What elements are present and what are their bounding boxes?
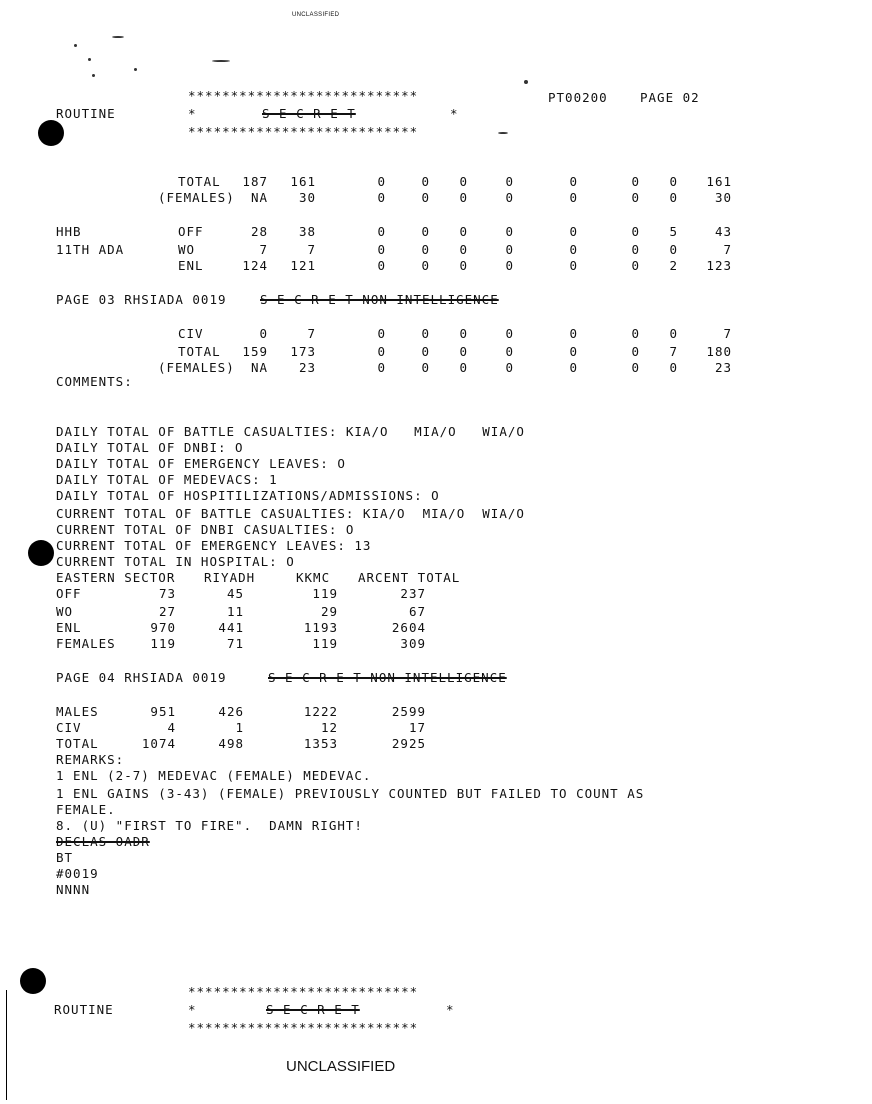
sector-cell: 1 xyxy=(235,720,244,735)
sector-cell: 11 xyxy=(226,604,244,619)
table-cell: 0 xyxy=(377,174,386,189)
table-cell: 0 xyxy=(569,174,578,189)
table-cell: 0 xyxy=(505,190,514,205)
table-cell: 7 xyxy=(259,242,268,257)
table-cell: 0 xyxy=(505,258,514,273)
footer-routine: ROUTINE xyxy=(54,1002,114,1017)
header-stars-bottom: *************************** xyxy=(188,124,419,139)
daily-line: DAILY TOTAL OF BATTLE CASUALTIES: KIA/O MIA/O WIA/O xyxy=(56,424,525,439)
header-star-right: * xyxy=(450,106,459,121)
closing-line: #0019 xyxy=(56,866,99,881)
table-cell: 0 xyxy=(459,224,468,239)
sector-header: EASTERN SECTOR xyxy=(56,570,176,585)
sector-cell: 237 xyxy=(400,586,426,601)
sector-cell: 2599 xyxy=(391,704,426,719)
sector-cell: 970 xyxy=(150,620,176,635)
table-cell: 0 xyxy=(631,344,640,359)
table-cell: 0 xyxy=(421,360,430,375)
header-star-left: * xyxy=(188,106,197,121)
sector-cell: 4 xyxy=(167,720,176,735)
category-label: TOTAL xyxy=(178,344,221,359)
scan-speck xyxy=(112,36,124,38)
table-cell: 0 xyxy=(569,360,578,375)
table-cell: 0 xyxy=(569,258,578,273)
table-cell: 0 xyxy=(505,360,514,375)
sector-cell: 27 xyxy=(158,604,176,619)
table-cell: 0 xyxy=(377,224,386,239)
page03-classification: S E C R E T NON-INTELLIGENCE xyxy=(260,292,499,307)
table-cell: 187 xyxy=(242,174,268,189)
table-cell: 159 xyxy=(242,344,268,359)
table-cell: 161 xyxy=(706,174,732,189)
table-cell: 0 xyxy=(459,174,468,189)
sector-cell: 498 xyxy=(218,736,244,751)
sector-cell: 441 xyxy=(218,620,244,635)
sector-cell: 2604 xyxy=(391,620,426,635)
footer-stars-bottom: *************************** xyxy=(188,1020,419,1035)
sector-cell: 29 xyxy=(320,604,338,619)
table-cell: 7 xyxy=(723,326,732,341)
table-cell: 0 xyxy=(377,344,386,359)
table-cell: 0 xyxy=(631,258,640,273)
sector-row-label: WO xyxy=(56,604,74,619)
table-cell: 124 xyxy=(242,258,268,273)
scan-speck xyxy=(134,68,137,71)
closing-line: BT xyxy=(56,850,74,865)
daily-line: DAILY TOTAL OF MEDEVACS: 1 xyxy=(56,472,278,487)
sector-header: KKMC xyxy=(296,570,331,585)
sector-row-label: ENL xyxy=(56,620,82,635)
unit-label: 11TH ADA xyxy=(56,242,125,257)
table-cell: 0 xyxy=(459,344,468,359)
sector-cell: 426 xyxy=(218,704,244,719)
top-classification: UNCLASSIFIED xyxy=(292,12,340,18)
sector-header: ARCENT TOTAL xyxy=(358,570,461,585)
table-cell: 180 xyxy=(706,344,732,359)
page04-classification: S E C R E T NON-INTELLIGENCE xyxy=(268,670,507,685)
table-cell: 7 xyxy=(669,344,678,359)
table-cell: 0 xyxy=(459,242,468,257)
table-cell: 0 xyxy=(505,326,514,341)
table-cell: 0 xyxy=(669,190,678,205)
closing-line: NNNN xyxy=(56,882,91,897)
punch-hole xyxy=(20,968,46,994)
table-cell: 0 xyxy=(631,190,640,205)
sector-cell: 73 xyxy=(158,586,176,601)
header-routine: ROUTINE xyxy=(56,106,116,121)
sector-row-label: CIV xyxy=(56,720,82,735)
sector-row-label: MALES xyxy=(56,704,99,719)
table-cell: 0 xyxy=(631,326,640,341)
daily-line: DAILY TOTAL OF EMERGENCY LEAVES: O xyxy=(56,456,346,471)
table-cell: 7 xyxy=(307,326,316,341)
scan-speck xyxy=(92,74,95,77)
table-cell: 0 xyxy=(421,190,430,205)
table-cell: 43 xyxy=(714,224,732,239)
table-cell: 0 xyxy=(631,224,640,239)
table-cell: 0 xyxy=(421,258,430,273)
category-label: WO xyxy=(178,242,196,257)
table-cell: 0 xyxy=(669,326,678,341)
footer-star-left: * xyxy=(188,1002,197,1017)
category-label: (FEMALES) xyxy=(158,190,235,205)
page03-prefix: PAGE 03 RHSIADA 0019 xyxy=(56,292,227,307)
table-cell: 28 xyxy=(250,224,268,239)
table-cell: 0 xyxy=(421,344,430,359)
current-line: CURRENT TOTAL IN HOSPITAL: O xyxy=(56,554,295,569)
footer-star-right: * xyxy=(446,1002,455,1017)
daily-line: DAILY TOTAL OF DNBI: O xyxy=(56,440,244,455)
category-label: ENL xyxy=(178,258,204,273)
sector-cell: 119 xyxy=(150,636,176,651)
table-cell: 0 xyxy=(459,326,468,341)
table-cell: 0 xyxy=(421,326,430,341)
scan-speck xyxy=(212,60,230,62)
page04-prefix: PAGE 04 RHSIADA 0019 xyxy=(56,670,227,685)
table-cell: 0 xyxy=(505,344,514,359)
table-cell: NA xyxy=(250,360,268,375)
table-cell: 0 xyxy=(377,242,386,257)
sector-row-label: OFF xyxy=(56,586,82,601)
table-cell: 0 xyxy=(377,326,386,341)
page-edge-line xyxy=(6,990,7,1100)
table-cell: NA xyxy=(250,190,268,205)
table-cell: 0 xyxy=(459,258,468,273)
table-cell: 0 xyxy=(505,242,514,257)
table-cell: 0 xyxy=(669,174,678,189)
table-cell: 0 xyxy=(631,242,640,257)
table-cell: 0 xyxy=(631,174,640,189)
category-label: OFF xyxy=(178,224,204,239)
table-cell: 30 xyxy=(298,190,316,205)
sector-cell: 67 xyxy=(408,604,426,619)
scan-speck xyxy=(524,80,528,84)
remarks-line: REMARKS: xyxy=(56,752,125,767)
sector-cell: 71 xyxy=(226,636,244,651)
current-line: CURRENT TOTAL OF BATTLE CASUALTIES: KIA/O MIA/O WIA/O xyxy=(56,506,525,521)
table-cell: 2 xyxy=(669,258,678,273)
table-cell: 0 xyxy=(569,242,578,257)
table-cell: 0 xyxy=(421,174,430,189)
punch-hole xyxy=(38,120,64,146)
daily-line: DAILY TOTAL OF HOSPITILIZATIONS/ADMISSIONS: O xyxy=(56,488,440,503)
category-label: CIV xyxy=(178,326,204,341)
unit-label: HHB xyxy=(56,224,82,239)
sector-cell: 1353 xyxy=(303,736,338,751)
table-cell: 0 xyxy=(377,190,386,205)
table-cell: 0 xyxy=(569,190,578,205)
table-cell: 0 xyxy=(421,242,430,257)
sector-cell: 2925 xyxy=(391,736,426,751)
table-cell: 0 xyxy=(377,258,386,273)
sector-cell: 951 xyxy=(150,704,176,719)
comments-label: COMMENTS: xyxy=(56,374,133,389)
sector-cell: 1074 xyxy=(141,736,176,751)
table-cell: 7 xyxy=(307,242,316,257)
table-cell: 0 xyxy=(459,190,468,205)
punch-hole xyxy=(28,540,54,566)
sector-cell: 309 xyxy=(400,636,426,651)
table-cell: 7 xyxy=(723,242,732,257)
table-cell: 0 xyxy=(505,174,514,189)
footer-secret: S E C R E T xyxy=(266,1002,360,1017)
table-cell: 38 xyxy=(298,224,316,239)
sector-row-label: FEMALES xyxy=(56,636,116,651)
table-cell: 0 xyxy=(259,326,268,341)
table-cell: 0 xyxy=(569,224,578,239)
current-line: CURRENT TOTAL OF EMERGENCY LEAVES: 13 xyxy=(56,538,372,553)
table-cell: 30 xyxy=(714,190,732,205)
scan-speck xyxy=(88,58,91,61)
table-cell: 5 xyxy=(669,224,678,239)
table-cell: 0 xyxy=(377,360,386,375)
table-cell: 173 xyxy=(290,344,316,359)
category-label: TOTAL xyxy=(178,174,221,189)
table-cell: 0 xyxy=(631,360,640,375)
sector-cell: 1193 xyxy=(303,620,338,635)
footer-stars-top: *************************** xyxy=(188,984,419,999)
remarks-line: 1 ENL GAINS (3-43) (FEMALE) PREVIOUSLY COUNTED BUT FAILED TO COUNT AS xyxy=(56,786,645,801)
sector-cell: 45 xyxy=(226,586,244,601)
table-cell: 123 xyxy=(706,258,732,273)
table-cell: 0 xyxy=(459,360,468,375)
table-cell: 23 xyxy=(714,360,732,375)
sector-header: RIYADH xyxy=(204,570,256,585)
current-line: CURRENT TOTAL OF DNBI CASUALTIES: O xyxy=(56,522,355,537)
table-cell: 0 xyxy=(421,224,430,239)
declassification: DECLAS OADR xyxy=(56,834,150,849)
table-cell: 0 xyxy=(569,344,578,359)
table-cell: 0 xyxy=(569,326,578,341)
header-secret: S E C R E T xyxy=(262,106,356,121)
scan-speck xyxy=(74,44,77,47)
remarks-line: FEMALE. xyxy=(56,802,116,817)
message-id: PT00200 xyxy=(548,90,608,105)
table-cell: 121 xyxy=(290,258,316,273)
bottom-classification: UNCLASSIFIED xyxy=(286,1058,396,1075)
table-cell: 0 xyxy=(669,242,678,257)
table-cell: 161 xyxy=(290,174,316,189)
sector-cell: 17 xyxy=(408,720,426,735)
table-cell: 0 xyxy=(669,360,678,375)
sector-cell: 1222 xyxy=(303,704,338,719)
table-cell: 0 xyxy=(505,224,514,239)
page-number: PAGE 02 xyxy=(640,90,700,105)
sector-cell: 12 xyxy=(320,720,338,735)
remarks-line: 1 ENL (2-7) MEDEVAC (FEMALE) MEDEVAC. xyxy=(56,768,372,783)
remarks-line: 8. (U) "FIRST TO FIRE". DAMN RIGHT! xyxy=(56,818,363,833)
sector-cell: 119 xyxy=(312,586,338,601)
category-label: (FEMALES) xyxy=(158,360,235,375)
scan-speck xyxy=(498,132,508,134)
sector-row-label: TOTAL xyxy=(56,736,99,751)
header-stars-top: *************************** xyxy=(188,88,419,103)
sector-cell: 119 xyxy=(312,636,338,651)
table-cell: 23 xyxy=(298,360,316,375)
